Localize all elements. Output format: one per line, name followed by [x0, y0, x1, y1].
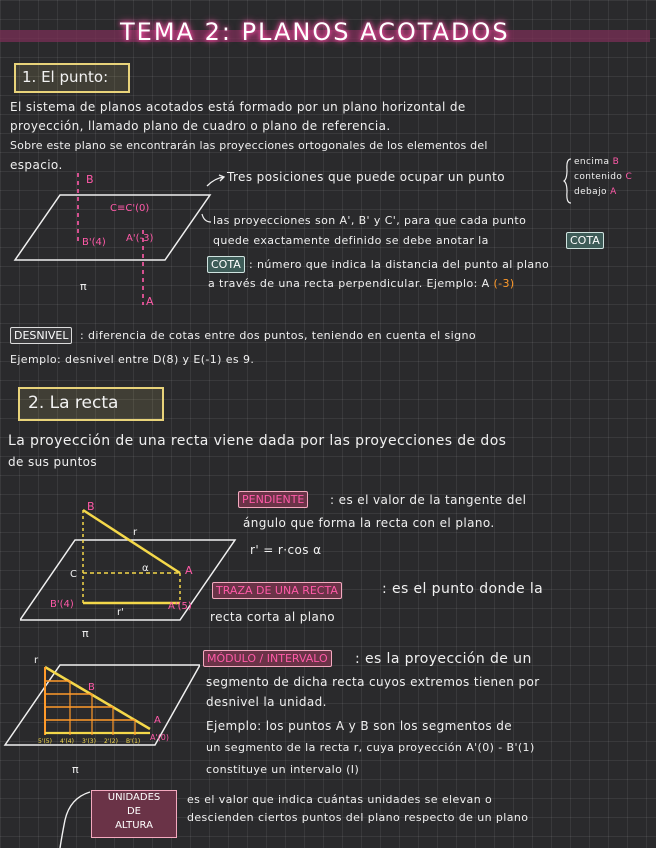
position-encima-label: encima — [574, 157, 610, 167]
s1-proj-line-2: quede exactamente definido se debe anotar la — [213, 234, 489, 247]
s1-proj-line-1: las proyecciones son A', B' y C', para que cada punto — [213, 214, 527, 227]
position-debajo-label: debajo — [574, 187, 607, 197]
pendiente-tag: PENDIENTE — [238, 491, 308, 508]
position-contenido-label: contenido — [574, 172, 623, 182]
section-1-heading: 1. El punto: — [22, 68, 109, 86]
s2-intro-line-1: La proyección de una recta viene dada por las proyecciones de dos — [8, 433, 507, 449]
section-2-heading-box — [18, 387, 164, 421]
fig3-label-B: B — [88, 682, 95, 693]
unidades-tag — [91, 790, 177, 838]
fig2-label-B-prime: B'(4) — [50, 599, 74, 610]
section-1-heading-box — [14, 63, 130, 93]
modulo-definition-3: desnivel la unidad. — [206, 695, 327, 709]
cota-definition-2 — [208, 277, 515, 290]
fig2-label-B: B — [87, 500, 95, 513]
desnivel-tag: DESNIVEL — [10, 327, 72, 344]
fig2-label-r-prime: r' — [117, 607, 124, 618]
modulo-tag: MÓDULO / INTERVALO — [203, 650, 332, 667]
fig2-label-C: C — [70, 569, 77, 580]
cota-tag: COTA — [207, 256, 245, 273]
unidades-line-2: DE — [126, 806, 142, 817]
fig1-label-C: C≡C'(0) — [110, 203, 150, 214]
modulo-example-1: Ejemplo: los puntos A y B son los segmentos de — [206, 719, 513, 733]
fig3-label-r: r — [34, 655, 39, 666]
fig3-label-pi: π — [72, 763, 79, 776]
fig2-label-r: r — [133, 527, 138, 538]
s2-intro-line-2: de sus puntos — [8, 455, 98, 469]
fig2-label-pi: π — [82, 627, 89, 640]
brace-icon — [563, 158, 573, 204]
fig2-label-alpha: α — [142, 563, 149, 574]
fig3-tick-label-1: B'(1) — [126, 738, 141, 745]
position-encima — [574, 157, 619, 167]
traza-definition-2: recta corta al plano — [210, 610, 336, 624]
unidades-line-3: ALTURA — [115, 820, 153, 831]
arrow-icon — [205, 174, 227, 188]
modulo-example-3: constituye un intervalo (I) — [206, 763, 360, 776]
fig2-label-A: A — [185, 564, 193, 577]
fig2-label-A-prime: A'(5) — [168, 601, 192, 612]
s1-intro-line-3: Sobre este plano se encontrarán las proyecciones ortogonales de los elementos del — [10, 139, 488, 152]
fig3-tick-label-5: 5'(5) — [38, 738, 52, 745]
unidades-definition-2: descienden ciertos puntos del plano respecto de un plano — [187, 811, 529, 824]
fig1-label-A-prime: A'(-3) — [126, 233, 154, 244]
modulo-example-2: un segmento de la recta r, cuya proyección A'(0) - B'(1) — [206, 741, 535, 754]
cota-tag-inline: COTA — [566, 232, 604, 249]
position-contenido-letter: C — [625, 172, 633, 182]
fig3-label-A-prime: A'(0) — [150, 733, 170, 742]
pendiente-formula: r' = r·cos α — [250, 543, 322, 557]
fig1-label-B-prime: B'(4) — [82, 237, 106, 248]
fig3-tick-label-2: 2'(2) — [104, 738, 118, 745]
point-projection-figure — [10, 165, 215, 310]
line-r — [83, 510, 180, 573]
s1-positions-text: Tres posiciones que puede ocupar un punto — [227, 170, 505, 184]
cota-example-value: (-3) — [493, 277, 515, 290]
s1-intro-line-4: espacio. — [10, 158, 63, 172]
modulo-definition-2: segmento de dicha recta cuyos extremos tienen por — [206, 675, 540, 689]
desnivel-definition: : diferencia de cotas entre dos puntos, teniendo en cuenta el signo — [80, 329, 476, 342]
cota-definition-2-text: a través de una recta perpendicular. Ejemplo: A — [208, 277, 490, 290]
unidades-definition-1: es el valor que indica cuántas unidades se elevan o — [187, 793, 493, 806]
position-contenido — [574, 172, 632, 182]
unidades-line-1: UNIDADES — [107, 792, 161, 803]
desnivel-example: Ejemplo: desnivel entre D(8) y E(-1) es 9. — [10, 353, 255, 366]
cota-definition-1: : número que indica la distancia del punto al plano — [249, 258, 550, 271]
fig1-label-B: B — [86, 173, 94, 186]
position-debajo — [574, 187, 617, 197]
fig3-tick-label-3: 3'(3) — [82, 738, 96, 745]
s1-intro-line-1: El sistema de planos acotados está formado por un plano horizontal de — [10, 100, 466, 114]
position-debajo-letter: A — [610, 187, 617, 197]
fig3-tick-label-4: 4'(4) — [60, 738, 74, 745]
section-2-heading: 2. La recta — [28, 393, 119, 413]
page-title: TEMA 2: PLANOS ACOTADOS — [120, 18, 510, 46]
fig1-label-pi: π — [80, 280, 87, 293]
s1-intro-line-2: proyección, llamado plano de cuadro o plano de referencia. — [10, 119, 391, 133]
fig3-label-A: A — [154, 715, 161, 726]
line-projection-figure — [20, 495, 240, 645]
pendiente-definition-2: ángulo que forma la recta con el plano. — [243, 516, 495, 530]
modulo-definition-1: : es la proyección de un — [355, 651, 532, 667]
pendiente-definition-1: : es el valor de la tangente del — [330, 493, 527, 507]
curve-decoration — [55, 790, 95, 848]
traza-tag: TRAZA DE UNA RECTA — [212, 582, 342, 599]
traza-definition-1: : es el punto donde la — [382, 581, 544, 597]
position-encima-letter: B — [612, 157, 620, 167]
module-interval-figure — [0, 645, 200, 780]
fig1-label-A: A — [146, 295, 154, 308]
hook-arrow-icon — [200, 212, 212, 226]
